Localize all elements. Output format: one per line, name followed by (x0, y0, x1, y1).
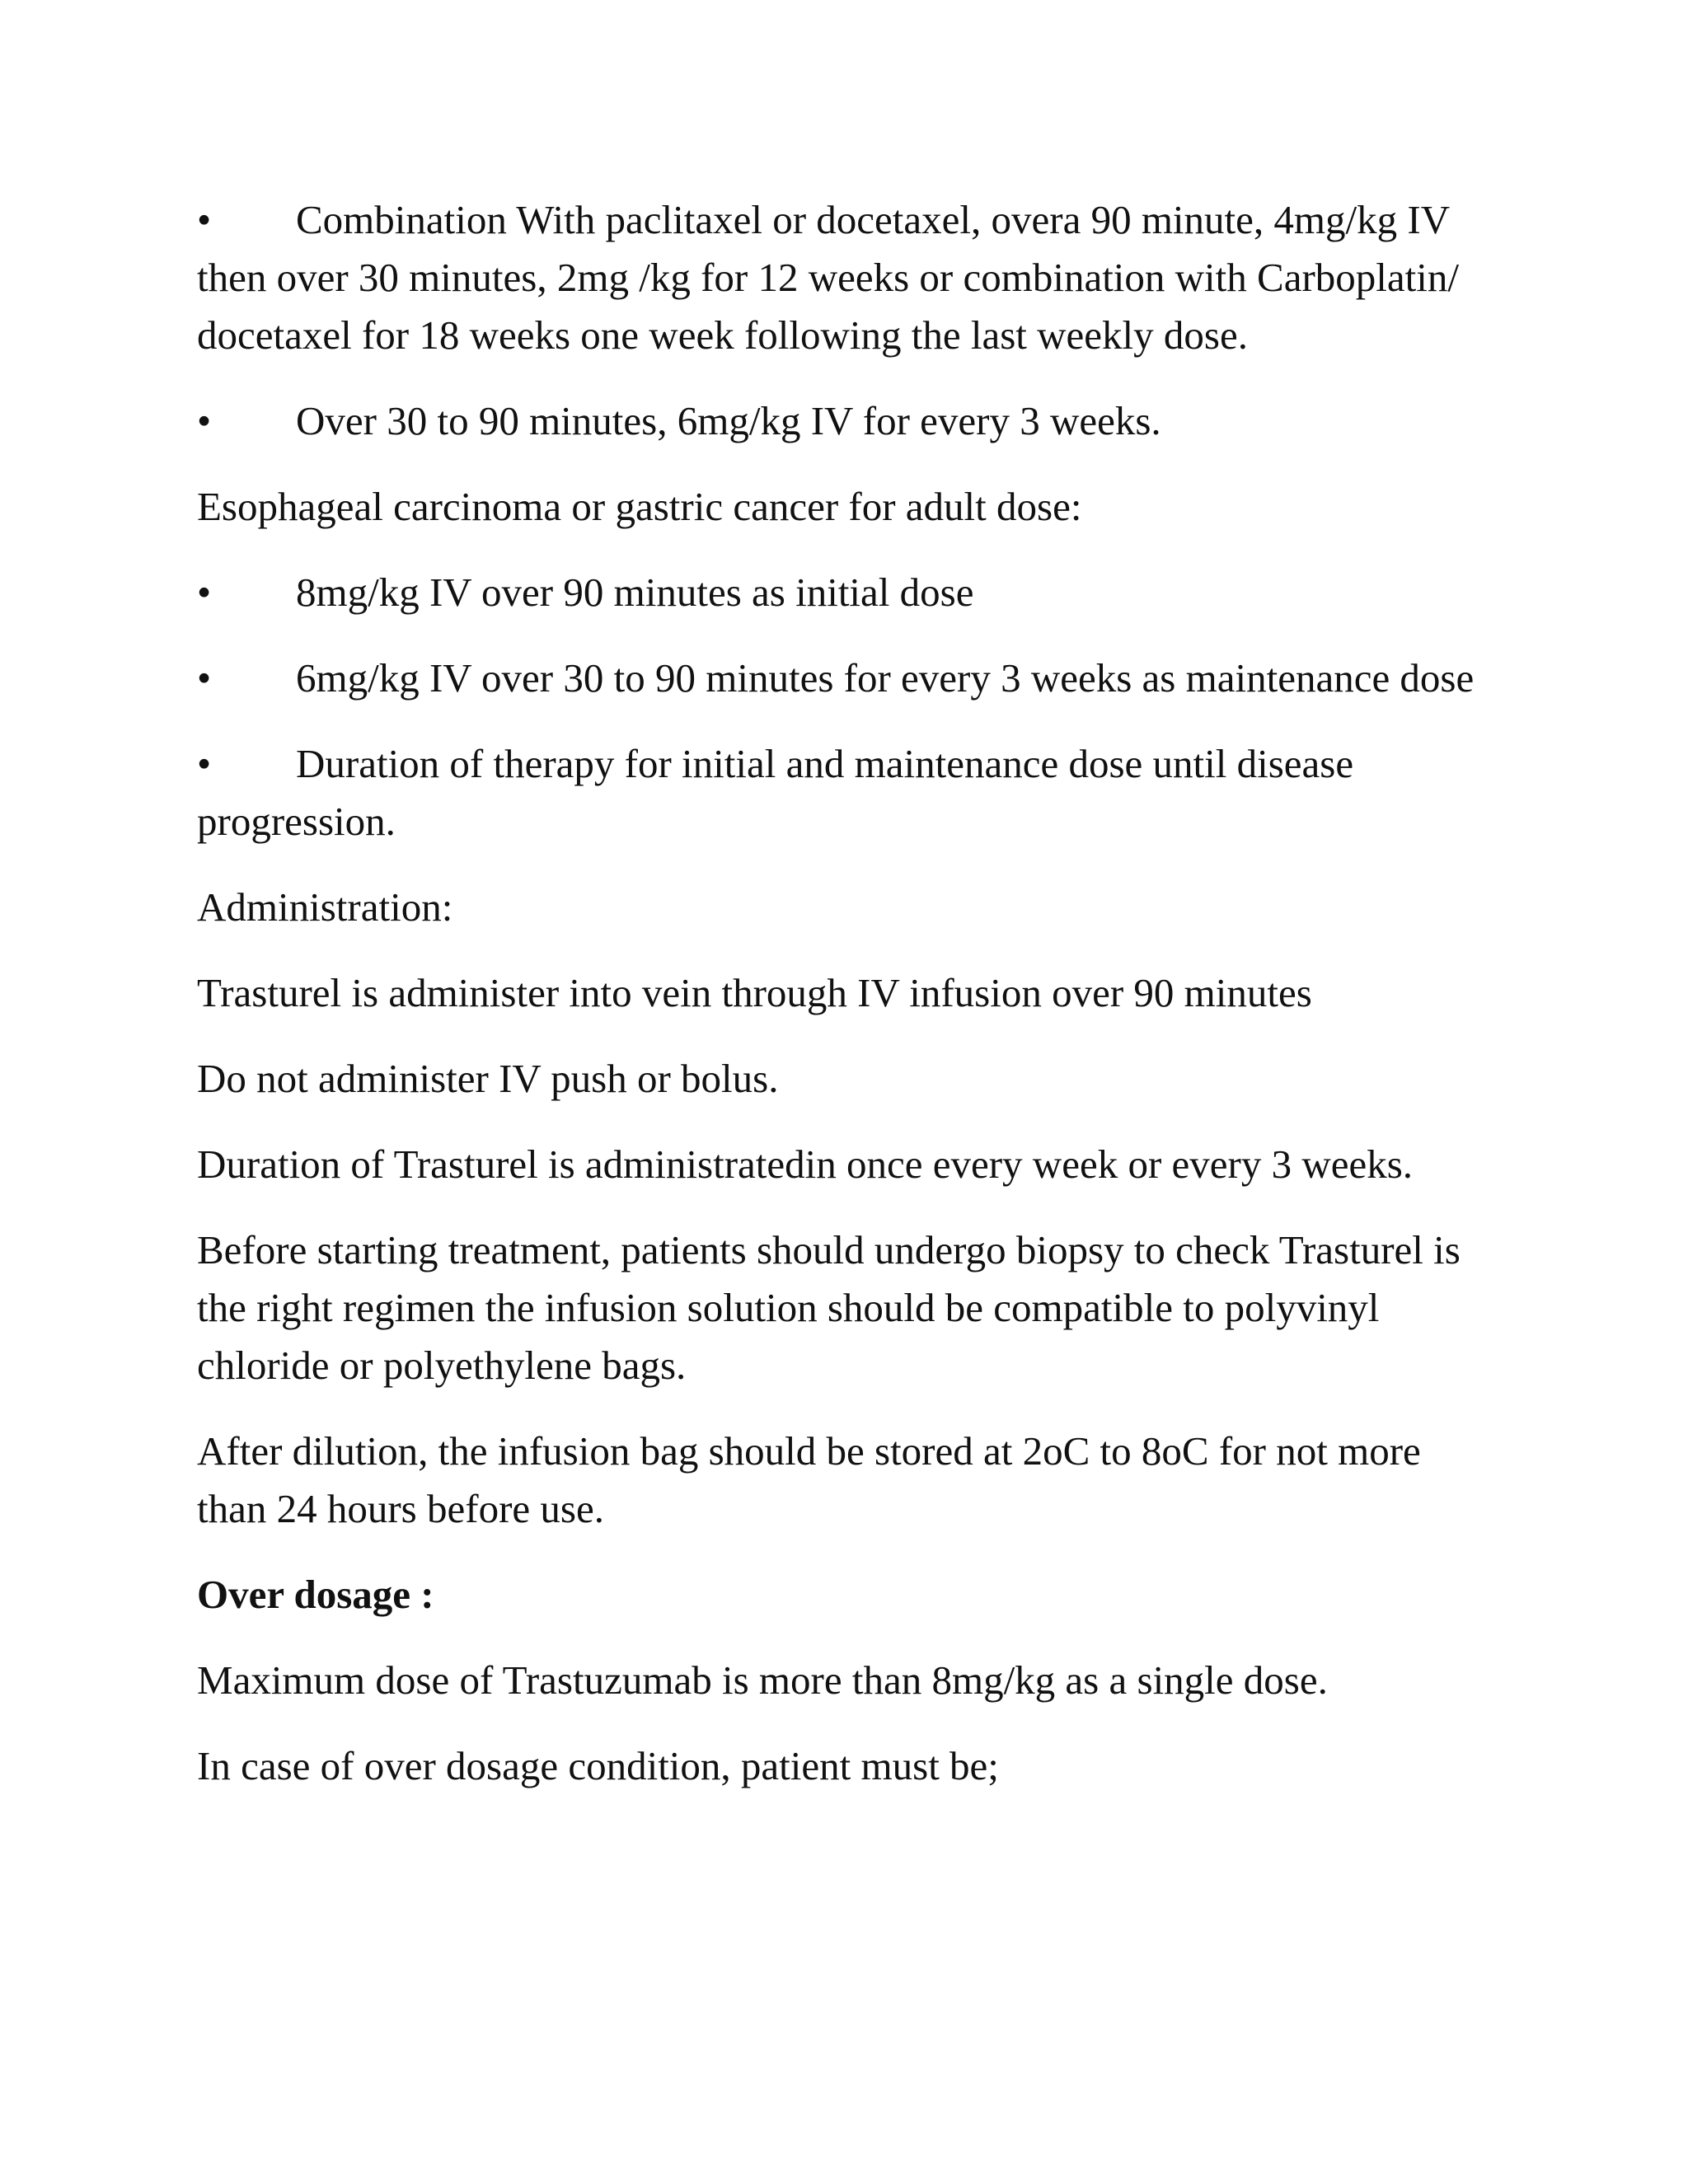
bullet-marker: • (197, 741, 212, 786)
bullet-item (197, 392, 1483, 450)
bullet-marker: • (197, 569, 212, 615)
administration-label: Administration: (197, 884, 453, 930)
paragraph: Before starting treatment, patients should undergo biopsy to check Trasturel is the right regimen the infusion solution should be compatible to polyvinyl chloride or polyethylene bags. (197, 1227, 1461, 1388)
paragraph: Trasturel is administer into vein through IV infusion over 90 minutes (197, 970, 1312, 1015)
overdosage-heading: Over dosage : (197, 1572, 434, 1617)
bullet-text: Combination With paclitaxel or docetaxel, overa 90 minute, 4mg/kg IV then over 30 minutes, 2mg /kg for 12 weeks or combination with Carboplatin/ docetaxel for 18 weeks one week following the last weekly dose. (197, 197, 1459, 358)
bullet-text: Over 30 to 90 minutes, 6mg/kg IV for every 3 weeks. (296, 398, 1161, 443)
paragraph: After dilution, the infusion bag should be stored at 2oC to 8oC for not more than 24 hours before use. (197, 1428, 1421, 1531)
paragraph: Do not administer IV push or bolus. (197, 1056, 779, 1101)
bullet-item (197, 649, 1483, 707)
bullet-item (197, 564, 1483, 621)
bullet-text: 6mg/kg IV over 30 to 90 minutes for every 3 weeks as maintenance dose (296, 655, 1475, 701)
paragraph: In case of over dosage condition, patient must be; (197, 1743, 999, 1788)
section-intro: Esophageal carcinoma or gastric cancer for adult dose: (197, 484, 1082, 529)
bullet-marker: • (197, 655, 212, 701)
paragraph: Duration of Trasturel is administratedin once every week or every 3 weeks. (197, 1141, 1414, 1187)
document-body (197, 191, 1483, 1823)
bullet-text: 8mg/kg IV over 90 minutes as initial dose (296, 569, 974, 615)
paragraph: Maximum dose of Trastuzumab is more than 8mg/kg as a single dose. (197, 1657, 1328, 1703)
bullet-item (197, 735, 1483, 851)
bullet-marker: • (197, 398, 212, 443)
bullet-text: Duration of therapy for initial and maintenance dose until disease progression. (197, 741, 1354, 844)
bullet-marker: • (197, 197, 212, 242)
bullet-item (197, 191, 1483, 364)
